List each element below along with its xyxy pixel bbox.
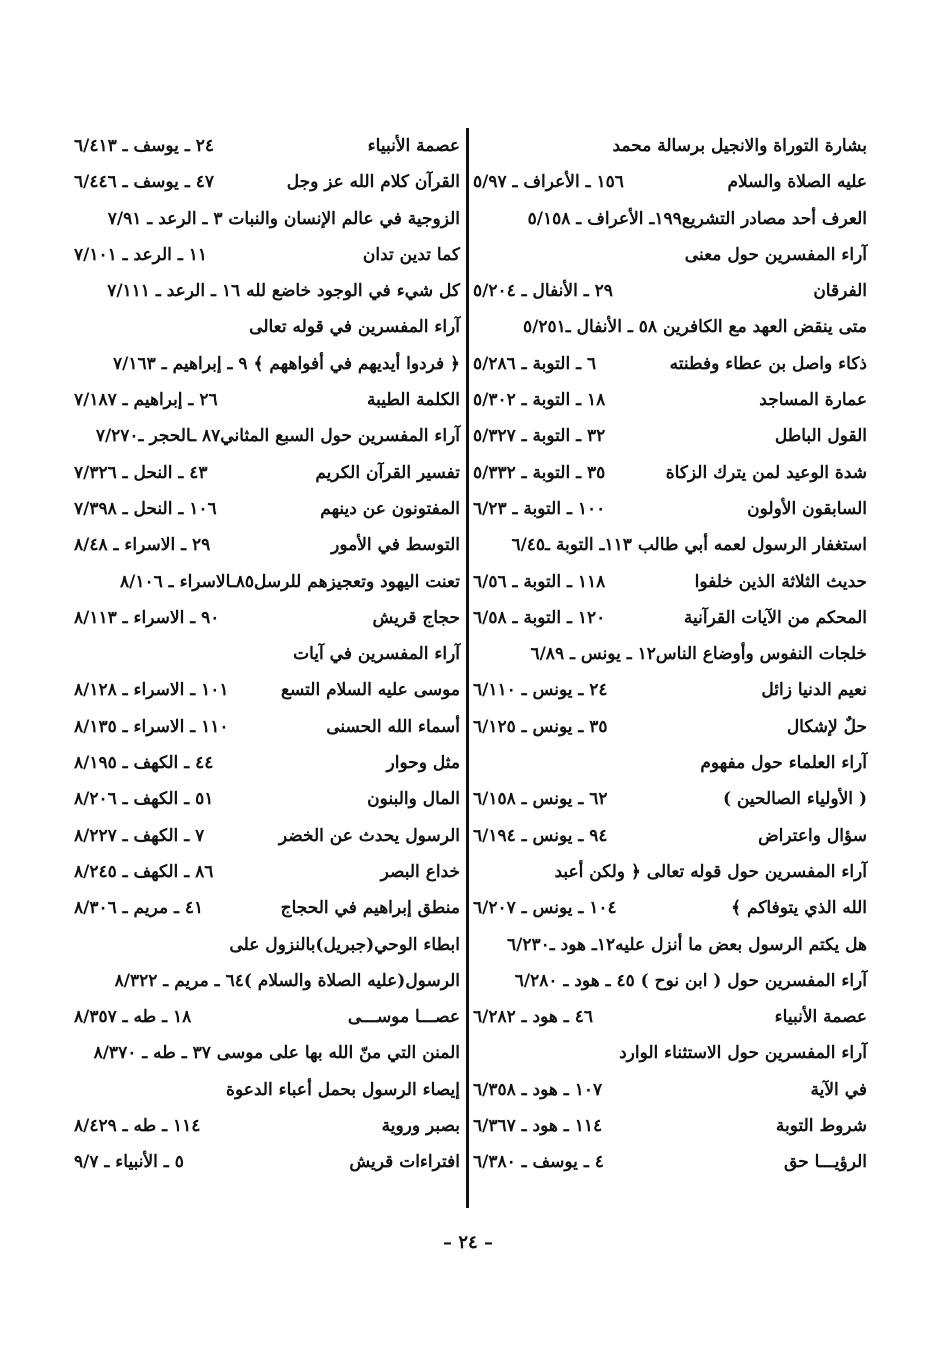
index-entry xyxy=(471,237,871,273)
index-entry xyxy=(72,854,464,890)
index-entry xyxy=(471,854,871,890)
entry-title: استغفار الرسول لعمه أبي طالب ١١٣ـ التوبة ـ٦/٤٥ xyxy=(511,535,867,556)
entry-title: تفسير القرآن الكريم xyxy=(315,462,460,483)
entry-reference: ٤١ ـ مريم ـ ٨/٣٠٦ xyxy=(74,898,204,919)
entry-reference: ٤٦ ـ هود ـ ٦/٢٨٢ xyxy=(473,1007,593,1028)
index-entry xyxy=(72,600,464,636)
entry-reference: ١٠٤ ـ يونس ـ ٦/٢٠٧ xyxy=(473,898,617,919)
index-entry xyxy=(471,636,871,672)
entry-reference: ٨٦ ـ الكهف ـ ٨/٢٤٥ xyxy=(74,861,214,882)
entry-title: آراء المفسرين حول قوله تعالى ﴿ ولكن أعبد xyxy=(554,861,867,882)
entry-reference: ٣٥ ـ يونس ـ ٦/١٢٥ xyxy=(473,716,608,737)
index-entry xyxy=(471,890,871,926)
entry-title: عمارة المساجد xyxy=(759,390,867,411)
entry-reference: ٣٢ ـ التوبة ـ ٥/٣٢٧ xyxy=(473,426,606,447)
index-entry xyxy=(471,1144,871,1180)
entry-title: المنن التي منّ الله بها على موسى ٣٧ ـ طه ـ ٨/٣٧٠ xyxy=(93,1043,460,1064)
entry-title: ( الأولياء الصالحين ) xyxy=(722,789,867,810)
index-entry xyxy=(72,564,464,600)
entry-title: ذكاء واصل بن عطاء وفطنته xyxy=(669,353,867,374)
index-entry xyxy=(72,1035,464,1071)
entry-title: ابطاء الوحي(جبريل)بالنزول على xyxy=(229,934,460,955)
entry-reference: ١١ ـ الرعد ـ ٧/١٠١ xyxy=(74,244,207,265)
entry-title: آراء المفسرين حول ( ابن نوح ) ٤٥ ـ هود ـ ٦/٢٨٠ xyxy=(514,970,867,991)
index-entry xyxy=(471,818,871,854)
entry-title: آراء المفسرين في آيات xyxy=(293,644,460,665)
index-entry xyxy=(72,672,464,708)
entry-reference: ٥ ـ الأنبياء ـ ٩/٧ xyxy=(74,1152,184,1173)
index-entry xyxy=(72,818,464,854)
entry-reference: ١١٠ ـ الاسراء ـ ٨/١٣٥ xyxy=(74,716,229,737)
entry-title: شدة الوعيد لمن يترك الزكاة xyxy=(665,462,867,483)
entry-title: كل شيء في الوجود خاضع لله ١٦ ـ الرعد ـ ٧/١١١ xyxy=(107,281,460,302)
entry-title: الرسول(عليه الصلاة والسلام )٦٤ ـ مريم ـ ٨/٣٢٢ xyxy=(114,970,460,991)
index-entry xyxy=(72,781,464,817)
index-entry xyxy=(471,1072,871,1108)
entry-title: آراء المفسرين حول الاستثناء الوارد xyxy=(619,1043,867,1064)
index-entry xyxy=(72,963,464,999)
index-entry xyxy=(72,527,464,563)
index-entry xyxy=(72,346,464,382)
entry-title: سؤال واعتراض xyxy=(758,825,867,846)
index-entry xyxy=(471,1108,871,1144)
entry-title: أسماء الله الحسنى xyxy=(326,716,460,737)
entry-title: التوسط في الأمور xyxy=(331,535,460,556)
index-entry xyxy=(471,382,871,418)
index-entry xyxy=(72,636,464,672)
entry-reference: ٥١ ـ الكهف ـ ٨/٢٠٦ xyxy=(74,789,214,810)
index-entry xyxy=(72,128,464,164)
entry-title: مثل وحوار xyxy=(386,753,460,774)
entry-reference: ١٨ ـ طه ـ ٨/٣٥٧ xyxy=(74,1007,192,1028)
entry-reference: ٤٣ ـ النحل ـ ٧/٣٢٦ xyxy=(74,462,208,483)
index-column-right xyxy=(471,128,871,1208)
entry-title: تعنت اليهود وتعجيزهم للرسل٨٥ـالاسراء ـ ٨/١٠٦ xyxy=(120,571,460,592)
entry-reference: ٦ ـ التوبة ـ ٥/٢٨٦ xyxy=(473,353,597,374)
index-entry xyxy=(72,1144,464,1180)
entry-reference: ٧ ـ الكهف ـ ٨/٢٢٧ xyxy=(74,825,205,846)
index-entry xyxy=(72,890,464,926)
index-entry xyxy=(72,1072,464,1108)
entry-reference: ٩٤ ـ يونس ـ ٦/١٩٤ xyxy=(473,825,608,846)
entry-title: بصبر وروية xyxy=(381,1116,460,1137)
entry-title: المحكم من الآيات القرآنية xyxy=(683,607,867,628)
entry-reference: ٣٥ ـ التوبة ـ ٥/٣٣٢ xyxy=(473,462,606,483)
entry-title: بشارة التوراة والانجيل برسالة محمد xyxy=(612,136,867,156)
entry-title: حلٌ لإشكال xyxy=(786,716,867,737)
index-entry xyxy=(471,709,871,745)
index-entry xyxy=(471,564,871,600)
index-entry xyxy=(72,164,464,200)
entry-title: عصمة الأنبياء xyxy=(367,136,460,156)
entry-title: حجاج قريش xyxy=(372,607,460,628)
index-entry xyxy=(471,164,871,200)
index-entry xyxy=(471,999,871,1035)
entry-title: عصمة الأنبياء xyxy=(774,1007,867,1028)
entry-title: الكلمة الطيبة xyxy=(366,390,460,411)
index-entry xyxy=(72,382,464,418)
page-number: – ٢٤ – xyxy=(443,1232,493,1253)
index-entry xyxy=(72,491,464,527)
entry-reference: ٢٩ ـ الاسراء ـ ٨/٤٨ xyxy=(74,535,211,556)
entry-reference: ٤ ـ يوسف ـ ٦/٣٨٠ xyxy=(473,1152,604,1173)
entry-reference: ٤٧ ـ يوسف ـ ٦/٤٤٦ xyxy=(74,172,214,193)
entry-reference: ٢٦ ـ إبراهيم ـ ٧/١٨٧ xyxy=(74,390,218,411)
entry-reference: ١٠٧ ـ هود ـ ٦/٣٥٨ xyxy=(473,1079,603,1100)
entry-reference: ١٠١ ـ الاسراء ـ ٨/١٢٨ xyxy=(74,680,229,701)
index-entry xyxy=(471,600,871,636)
index-entry xyxy=(471,455,871,491)
index-entry xyxy=(72,927,464,963)
entry-reference: ٢٤ ـ يوسف ـ ٦/٤١٣ xyxy=(74,136,214,156)
entry-title: آراء المفسرين في قوله تعالى xyxy=(249,317,460,338)
index-entry xyxy=(72,709,464,745)
entry-reference: ١١٤ ـ هود ـ ٦/٣٦٧ xyxy=(473,1116,603,1137)
entry-title: عصـــا موســـى xyxy=(347,1007,460,1028)
entry-title: العرف أحد مصادر التشريع١٩٩ـ الأعراف ـ ٥/١٥٨ xyxy=(527,208,867,229)
column-divider xyxy=(466,128,469,1208)
entry-reference: ٢٤ ـ يونس ـ ٦/١١٠ xyxy=(473,680,608,701)
index-entry xyxy=(72,273,464,309)
entry-title: آراء العلماء حول مفهوم xyxy=(700,753,867,774)
index-entry xyxy=(471,672,871,708)
index-entry xyxy=(72,309,464,345)
index-entry xyxy=(471,1035,871,1071)
index-column-left xyxy=(72,128,464,1208)
entry-title: افتراءات قريش xyxy=(349,1152,460,1173)
index-entry xyxy=(471,273,871,309)
index-entry xyxy=(471,346,871,382)
entry-reference: ٩٠ ـ الاسراء ـ ٨/١١٣ xyxy=(74,607,220,628)
index-entry xyxy=(72,1108,464,1144)
index-entry xyxy=(471,781,871,817)
entry-title: السابقون الأولون xyxy=(747,498,867,519)
entry-reference: ١٠٦ ـ النحل ـ ٧/٣٩٨ xyxy=(74,498,217,519)
index-entry xyxy=(72,999,464,1035)
entry-title: منطق إبراهيم في الحجاج xyxy=(280,898,460,919)
entry-title: عليه الصلاة والسلام xyxy=(727,172,867,193)
entry-title: الرسول يحدث عن الخضر xyxy=(278,825,460,846)
index-entry xyxy=(471,418,871,454)
entry-title: الفرقان xyxy=(813,281,867,302)
entry-title: موسى عليه السلام التسع xyxy=(280,680,460,701)
entry-title: آراء المفسرين حول معنى xyxy=(684,244,867,265)
entry-title: الله الذي يتوفاكم ﴾ xyxy=(731,898,867,919)
entry-reference: ١١٤ ـ طه ـ ٨/٤٢٩ xyxy=(74,1116,201,1137)
index-entry xyxy=(471,527,871,563)
index-entry xyxy=(471,745,871,781)
index-entry xyxy=(72,455,464,491)
entry-title: خداع البصر xyxy=(380,861,460,882)
index-entry xyxy=(471,927,871,963)
entry-title: الزوجية في عالم الإنسان والنبات ٣ ـ الرعد ـ ٧/٩١ xyxy=(107,208,460,229)
entry-reference: ١٢٠ ـ التوبة ـ ٦/٥٨ xyxy=(473,607,606,628)
entry-title: المفتونون عن دينهم xyxy=(320,498,460,519)
index-entry xyxy=(471,201,871,237)
index-entry xyxy=(72,745,464,781)
index-entry xyxy=(471,128,871,164)
index-entry xyxy=(72,201,464,237)
entry-reference: ١٥٦ ـ الأعراف ـ ٥/٩٧ xyxy=(473,172,624,193)
entry-title: إيصاء الرسول بحمل أعباء الدعوة xyxy=(226,1079,460,1100)
entry-title: نعيم الدنيا زائل xyxy=(761,680,867,701)
entry-reference: ١٠٠ ـ التوبة ـ ٦/٢٣ xyxy=(473,498,606,519)
entry-reference: ٤٤ ـ الكهف ـ ٨/١٩٥ xyxy=(74,753,214,774)
entry-title: القرآن كلام الله عز وجل xyxy=(286,172,460,193)
entry-title: في الآية xyxy=(810,1079,867,1100)
entry-title: متى ينقض العهد مع الكافرين ٥٨ ـ الأنفال ـ٥/٢٥١ xyxy=(523,317,867,338)
entry-title: خلجات النفوس وأوضاع الناس١٢ ـ يونس ـ ٦/٨٩ xyxy=(530,644,867,665)
entry-title: القول الباطل xyxy=(774,426,867,447)
entry-title: كما تدين تدان xyxy=(362,244,460,265)
entry-title: ﴿ فردوا أيديهم في أفواههم ﴾ ٩ ـ إبراهيم ـ ٧/١٦٣ xyxy=(113,353,460,374)
entry-title: حديث الثلاثة الذين خلفوا xyxy=(694,571,867,592)
index-entry xyxy=(471,491,871,527)
index-entry xyxy=(72,418,464,454)
entry-title: الرؤيـــا حق xyxy=(784,1152,867,1173)
entry-reference: ١١٨ ـ التوبة ـ ٦/٥٦ xyxy=(473,571,606,592)
entry-reference: ١٨ ـ التوبة ـ ٥/٣٠٢ xyxy=(473,390,606,411)
entry-title: آراء المفسرين حول السبع المثاني٨٧ ـالحجر ـ٧/٢٧٠ xyxy=(95,426,460,447)
entry-title: شروط التوبة xyxy=(775,1116,867,1137)
index-entry xyxy=(471,963,871,999)
entry-title: هل يكتم الرسول بعض ما أنزل عليه١٢ـ هود ـ٦/٢٣٠ xyxy=(507,934,867,955)
entry-reference: ٦٢ ـ يونس ـ ٦/١٥٨ xyxy=(473,789,608,810)
entry-reference: ٢٩ ـ الأنفال ـ ٥/٢٠٤ xyxy=(473,281,613,302)
index-entry xyxy=(72,237,464,273)
index-entry xyxy=(471,309,871,345)
entry-title: المال والبنون xyxy=(367,789,460,810)
